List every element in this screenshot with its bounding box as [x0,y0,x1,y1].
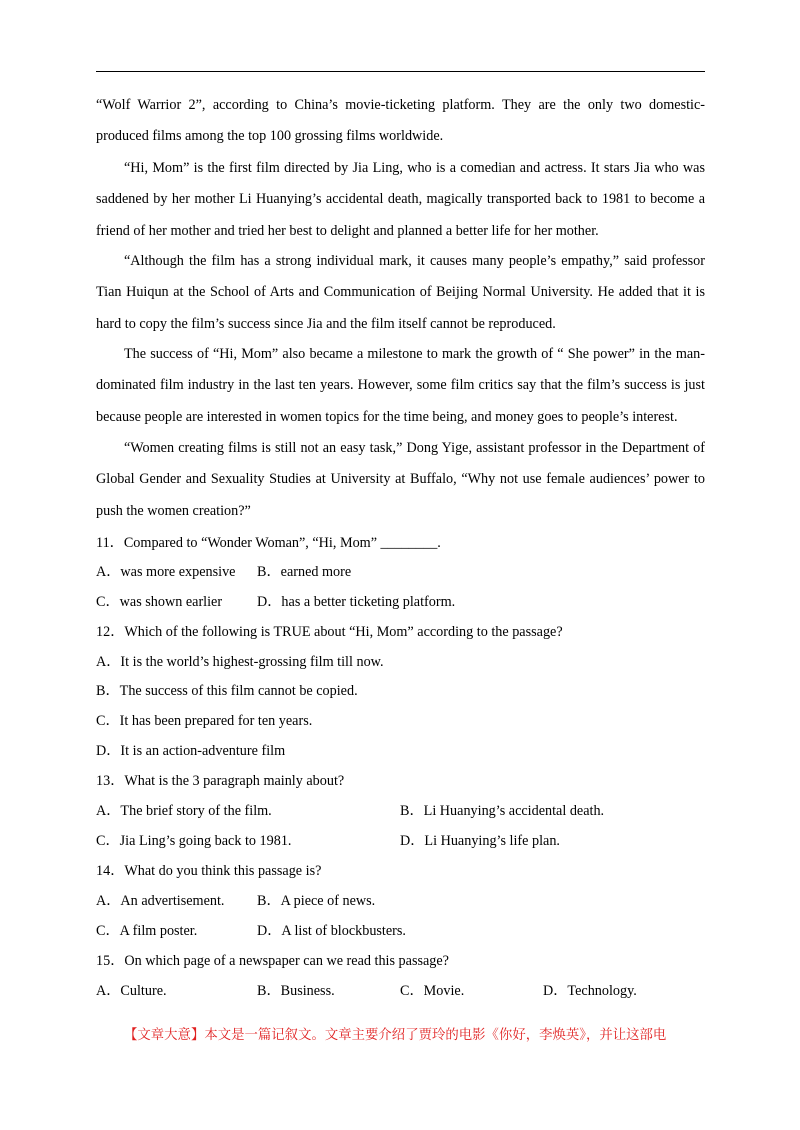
header-rule [96,71,705,72]
question-11-option-d[interactable]: D．has a better ticketing platform. [257,594,456,610]
question-11-option-a[interactable]: A．was more expensive [96,564,236,580]
question-13-option-a[interactable]: A．The brief story of the film. [96,803,272,819]
question-13-stem: 13．What is the 3 paragraph mainly about? [96,773,345,789]
question-12-option-b[interactable]: B．The success of this film cannot be copied. [96,683,358,699]
passage-paragraph-0: “Wolf Warrior 2”, according to China’s movie-ticketing platform. They are the only two domestic-produced films among the top 100 grossing films worldwide. [96,97,705,145]
question-15-option-b[interactable]: B．Business. [257,983,335,999]
question-15-option-c[interactable]: C．Movie. [400,983,465,999]
question-14-stem: 14．What do you think this passage is? [96,863,322,879]
question-12-option-d[interactable]: D．It is an action-adventure film [96,743,286,759]
question-14-option-c[interactable]: C．A film poster. [96,923,198,939]
question-13-option-b[interactable]: B．Li Huanying’s accidental death. [400,803,605,819]
question-12-option-c[interactable]: C．It has been prepared for ten years. [96,713,313,729]
question-11-stem: 11．Compared to “Wonder Woman”, “Hi, Mom” ________. [96,535,441,551]
passage-paragraph-4: “Women creating films is still not an easy task,” Dong Yige, assistant professor in the Department of Global Gender and Sexuality Studies at University at Buffalo, “Why not use female audiences’ power to push the women creation?” [96,440,705,519]
question-15-option-d[interactable]: D．Technology. [543,983,637,999]
question-11-option-c[interactable]: C．was shown earlier [96,594,223,610]
question-14-option-a[interactable]: A．An advertisement. [96,893,225,909]
question-12-stem: 12．Which of the following is TRUE about “Hi, Mom” according to the passage? [96,624,563,640]
question-12-option-a[interactable]: A．It is the world’s highest-grossing film till now. [96,654,384,670]
article-summary: 【文章大意】本文是一篇记叙文。文章主要介绍了贾玲的电影《你好，李焕英》，并让这部电 [124,1028,667,1044]
passage-paragraph-3: The success of “Hi, Mom” also became a milestone to mark the growth of “ She power” in the man-dominated film industry in the last ten years. However, some film critics say that the film’s success is just because people are interested in women topics for the time being, and money goes to people’s interest. [96,346,705,425]
passage-paragraph-2: “Although the film has a strong individual mark, it causes many people’s empathy,” said professor Tian Huiqun at the School of Arts and Communication of Beijing Normal University. He added that it is hard to copy the film’s success since Jia and the film itself cannot be reproduced. [96,253,705,332]
question-14-option-b[interactable]: B．A piece of news. [257,893,376,909]
question-15-option-a[interactable]: A．Culture. [96,983,167,999]
passage-paragraph-1: “Hi, Mom” is the first film directed by Jia Ling, who is a comedian and actress. It stars Jia who was saddened by her mother Li Huanying’s accidental death, magically transported back to 1981 to become a friend of her mother and tried her best to delight and planned a better life for her mother. [96,160,705,239]
question-15-stem: 15．On which page of a newspaper can we read this passage? [96,953,449,969]
question-13-option-c[interactable]: C．Jia Ling’s going back to 1981. [96,833,292,849]
question-13-option-d[interactable]: D．Li Huanying’s life plan. [400,833,560,849]
question-14-option-d[interactable]: D．A list of blockbusters. [257,923,406,939]
question-11-option-b[interactable]: B．earned more [257,564,352,580]
